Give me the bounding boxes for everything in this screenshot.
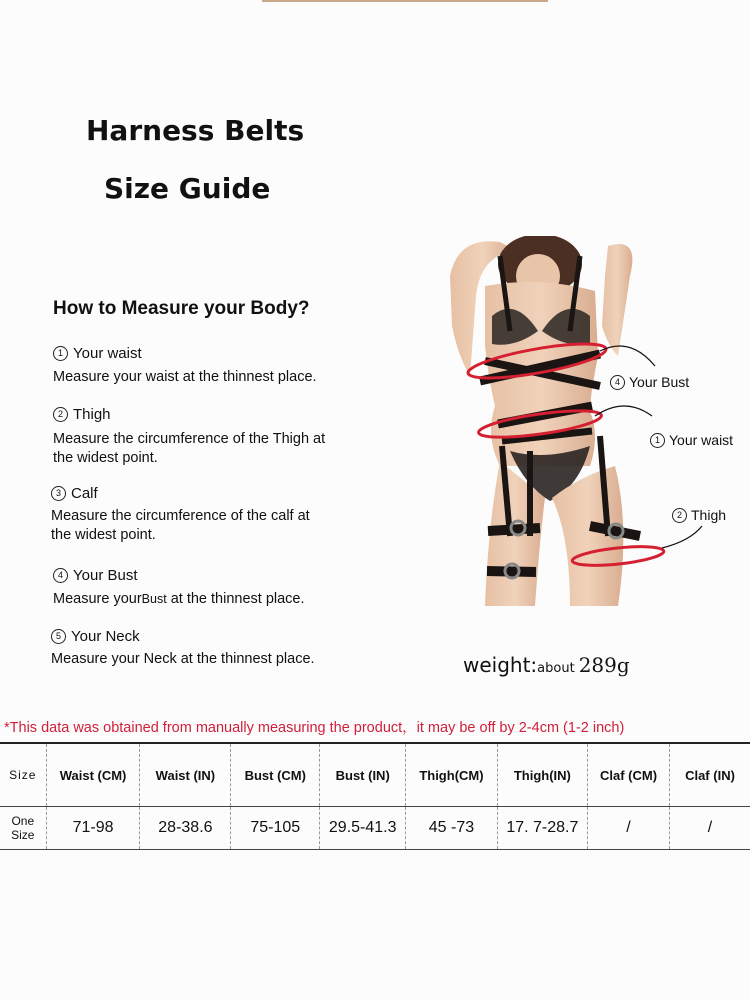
table-header-cell: Bust (IN) (320, 743, 406, 807)
measure-heading: How to Measure your Body? (53, 298, 310, 319)
number-circle-icon: 1 (53, 346, 68, 361)
weight-qualifier: about (537, 661, 575, 676)
table-header-cell: Waist (IN) (140, 743, 231, 807)
table-header-cell: Claf (IN) (685, 767, 735, 783)
measure-calf-desc: Measure the circumference of the calf at the widest point. (51, 508, 310, 543)
table-cell: / (588, 807, 670, 850)
table-header-cell: Bust (CM) (231, 743, 320, 807)
measure-name: Thigh (73, 406, 111, 423)
table-cell: / (670, 807, 750, 850)
weight-info (463, 653, 630, 677)
measure-waist-title (53, 345, 142, 362)
page-subtitle: Size Guide (104, 172, 271, 205)
number-circle-icon: 1 (650, 433, 665, 448)
table-cell: 71-98 (46, 807, 140, 850)
measure-calf-title (51, 485, 98, 502)
number-circle-icon: 4 (610, 375, 625, 390)
number-circle-icon: 2 (53, 407, 68, 422)
measure-bust-title (53, 567, 138, 584)
measure-name: Calf (71, 485, 98, 502)
measure-thigh-title (53, 406, 111, 423)
number-circle-icon: 4 (53, 568, 68, 583)
measure-bust-desc (53, 590, 353, 609)
number-circle-icon: 5 (51, 629, 66, 644)
table-cell: 29.5-41.3 (320, 807, 406, 850)
weight-value: 289g (578, 653, 630, 677)
measure-neck-title (51, 628, 140, 645)
desc-part: Bust (141, 592, 167, 606)
table-cell: 17. 7-28.7 (497, 807, 587, 850)
table-row (0, 807, 750, 850)
photo-label-waist (650, 432, 733, 448)
measure-neck-desc: Measure your Neck at the thinnest place. (51, 651, 315, 667)
top-image-strip (262, 0, 548, 2)
table-cell: 28-38.6 (140, 807, 231, 850)
photo-label-text: Thigh (691, 507, 727, 523)
table-header-cell: Waist (CM) (46, 743, 140, 807)
number-circle-icon: 2 (672, 508, 687, 523)
photo-label-text: Your waist (669, 432, 734, 448)
measure-name: Your Neck (71, 628, 140, 645)
photo-label-text: Your Bust (629, 374, 690, 390)
table-header-cell: Size (0, 743, 46, 807)
desc-part: at the thinnest place. (166, 591, 305, 607)
measure-name: Your waist (73, 345, 142, 362)
table-header-cell: Thigh(IN) (497, 743, 587, 807)
table-header-cell: Thigh(CM) (406, 743, 497, 807)
measure-waist-desc: Measure your waist at the thinnest place. (53, 369, 317, 385)
measure-name: Your Bust (73, 567, 138, 584)
photo-label-bust (610, 374, 689, 390)
measurement-note: *This data was obtained from manually measuring the product，it may be off by 2-4cm (1-2 inch) (4, 720, 625, 736)
measure-thigh-desc: Measure the circumference of the Thigh at the widest point. (53, 431, 326, 466)
table-cell: 45 -73 (406, 807, 497, 850)
weight-label: weight: (463, 653, 538, 677)
page-title: Harness Belts (86, 114, 305, 147)
size-table (0, 742, 750, 850)
photo-label-thigh (672, 507, 726, 523)
number-circle-icon: 3 (51, 486, 66, 501)
table-header-cell: Claf (CM) (588, 743, 670, 807)
model-photo (440, 236, 750, 606)
table-cell: One Size (0, 807, 46, 850)
desc-part: Measure your (53, 591, 142, 607)
table-cell: 75-105 (231, 807, 320, 850)
table-header-row (0, 743, 750, 807)
